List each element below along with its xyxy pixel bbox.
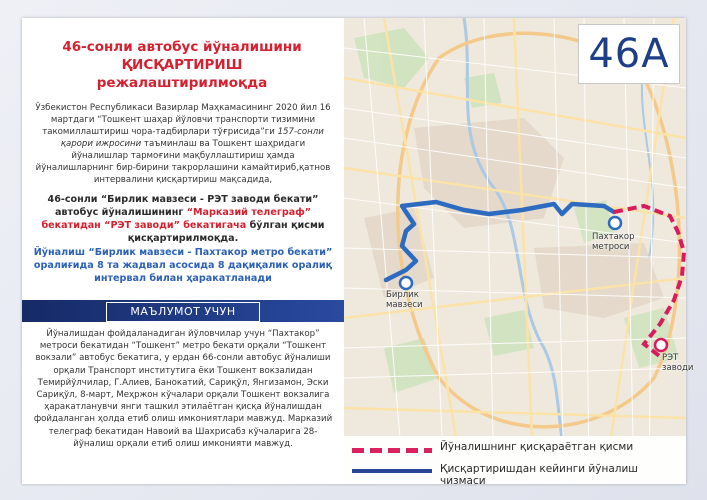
schedule-paragraph: Йўналиш “Бирлик мавзеси - Пахтакор метро бекати” оралиғида 8 та жадвал асосида 8 дақиқалик оралиқ интервал билан ҳаракатланади xyxy=(33,247,333,284)
intro-text-1: Ўзбекистон Республикаси Вазирлар Маҳкамасининг 2020 йил 16 мартдаги “Тошкент шаҳар йўловчи транспорти тизимини такомиллаштириш чора-тадбирлари тўғрисида”ги xyxy=(35,103,331,137)
station-pakhtakor-line2: метроси xyxy=(592,242,630,252)
station-birlik-line1: Бирлик xyxy=(386,290,419,300)
map-legend xyxy=(344,436,686,487)
title-line-2: ҚИСҚАРТИРИШ xyxy=(121,57,243,73)
legend-after-label: Қисқартиришдан кейинги йўналиш чизмаси xyxy=(440,463,638,487)
route-map xyxy=(344,18,694,487)
station-ret-line2: заводи xyxy=(662,363,694,373)
legend-shortened-label: Йўналишнинг қисқараётган қисми xyxy=(440,441,634,453)
statement-segment: “Марказий телеграф” бекатидан “РЭТ заводи” бекатигача xyxy=(41,207,312,231)
title-line-1: 46-сонли автобус йўналишини xyxy=(62,39,302,55)
station-pakhtakor-line1: Пахтакор xyxy=(592,232,635,242)
statement-a: 46-сонли “Бирлик мавзеси - РЭТ заводи бекати” автобус йўналишининг xyxy=(47,194,319,218)
station-ret-marker xyxy=(655,339,667,351)
poster-title xyxy=(32,38,332,92)
station-birlik-line2: мавзеси xyxy=(386,300,423,310)
station-pakhtakor-marker xyxy=(609,217,621,229)
map-canvas xyxy=(344,18,686,484)
title-line-3: режалаштирилмоқда xyxy=(96,75,268,91)
route-number-badge: 46А xyxy=(578,24,680,84)
intro-paragraph xyxy=(32,102,334,186)
legend-dashed-swatch xyxy=(352,448,432,453)
statement-paragraph xyxy=(30,193,336,245)
intro-decree: 157-сонли қарори ижросини xyxy=(60,127,324,149)
station-ret-label xyxy=(662,353,693,373)
station-ret-line1: РЭТ xyxy=(662,353,679,363)
poster-card xyxy=(22,18,694,487)
text-panel xyxy=(22,18,344,484)
intro-text-2: таъминлаш ва Тошкент шаҳридаги йўналишлар тармоғини мақбуллаштириш ҳамда йўналишларнинг бир-бирини такрорлашини камайтириб,қатнов интервалини қисқартириш мақсадида, xyxy=(35,139,331,185)
station-birlik-marker xyxy=(400,277,412,289)
statement-c: бўлган қисми қисқартирилмоқда. xyxy=(127,220,325,244)
station-birlik-label xyxy=(386,290,423,310)
info-paragraph: Йўналишдан фойдаланадиган йўловчилар учун “Пахтакор” метроси бекатидан “Тошкент” метро бекати орқали “Тошкент вокзали” автобус бекатига, у ердан 66-сонли автобус йўналиши орқали Транспорт институтига ёки Тошкент вокзалидан Темирйўлчилар, Г.Алиев, Банокатий, Сариқўл, Янгизамон, Эски Сариқўл, 8-март, Меҳржон кўчалари орқали Тошкент вокзалига ҳаракатланувчи янги ташкил этилаётган қисқа йўналишдан фойдаланган ҳолда етиб олиш имкониятлари мавжуд. Марказий телеграф бекатидан Навоий ва Шахрисабз кўчаларига 28- йўналиш орқали етиб олиш имконияти мавжуд. xyxy=(33,329,333,449)
legend-solid-swatch xyxy=(352,469,432,473)
station-pakhtakor-label xyxy=(592,232,635,252)
info-label: МАЪЛУМОТ УЧУН xyxy=(106,302,260,322)
